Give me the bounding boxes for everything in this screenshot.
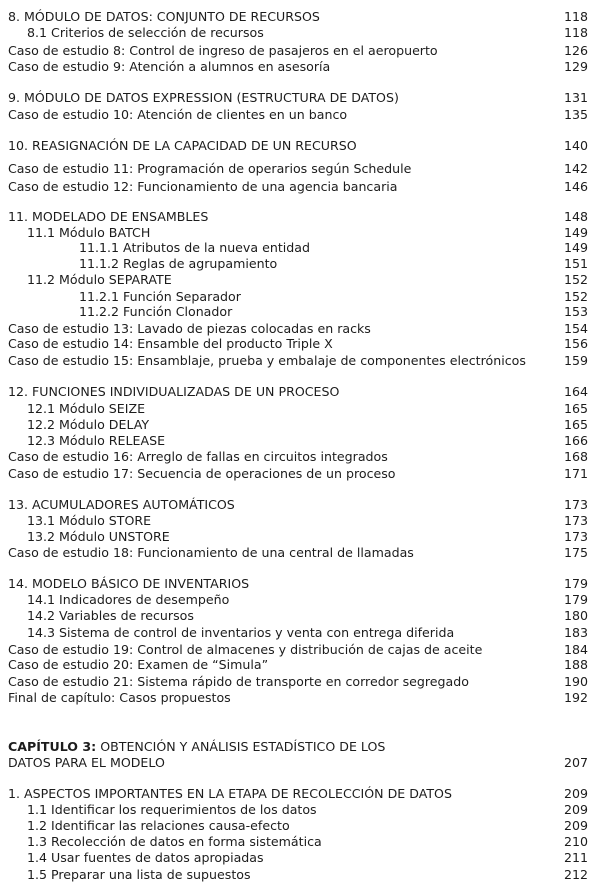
toc-page-number: 140 <box>564 138 589 153</box>
toc-entry <box>0 383 600 400</box>
toc-entry <box>0 833 600 850</box>
toc-page-number: 149 <box>564 240 589 255</box>
toc-entry-title: Caso de estudio 17: Secuencia de operaciones de un proceso <box>8 466 396 481</box>
toc-entry-title: Caso de estudio 19: Control de almacenes y distribución de cajas de aceite <box>8 642 483 657</box>
toc-entry-title: Caso de estudio 15: Ensamblaje, prueba y embalaje de componentes electrónicos <box>8 353 526 368</box>
toc-entry <box>0 448 600 465</box>
toc-page-number: 142 <box>564 161 589 176</box>
toc-entry-title: 11.2 Módulo SEPARATE <box>27 272 172 287</box>
toc-entry-title: Caso de estudio 18: Funcionamiento de una central de llamadas <box>8 545 414 560</box>
toc-page-number: 188 <box>564 657 589 672</box>
toc-entry-title: 14.2 Variables de recursos <box>27 608 194 623</box>
toc-entry <box>0 496 600 513</box>
toc-entry-title: 14.3 Sistema de control de inventarios y venta con entrega diferida <box>27 625 455 640</box>
toc-entry-title: 12.2 Módulo DELAY <box>27 417 150 432</box>
chapter-title: OBTENCIÓN Y ANÁLISIS ESTADÍSTICO DE LOS <box>100 739 386 754</box>
toc-entry <box>0 849 600 866</box>
toc-page-number: 207 <box>564 755 589 770</box>
toc-entry <box>0 42 600 59</box>
toc-entry-title: 11. MODELADO DE ENSAMBLES <box>8 209 209 224</box>
chapter-label: CAPÍTULO 3: <box>8 739 97 754</box>
toc-entry-title: 12.3 Módulo RELEASE <box>27 433 166 448</box>
toc-entry-title: Caso de estudio 20: Examen de “Simula” <box>8 657 269 672</box>
toc-page-number: 209 <box>564 802 589 817</box>
toc-entry <box>0 178 600 195</box>
toc-page-number: 212 <box>564 867 589 882</box>
toc-entry-title: 11.1 Módulo BATCH <box>27 225 151 240</box>
toc-entry-title: Caso de estudio 14: Ensamble del producto Triple X <box>8 336 333 351</box>
toc-page-number: 173 <box>564 513 589 528</box>
toc-entry-title: 11.2.1 Función Separador <box>79 289 241 304</box>
toc-page-number: 153 <box>564 304 589 319</box>
toc-entry-title: 11.1.2 Reglas de agrupamiento <box>79 256 278 271</box>
toc-entry-title: 8.1 Criterios de selección de recursos <box>27 25 264 40</box>
toc-entry <box>0 673 600 690</box>
toc-page-number: 166 <box>564 433 589 448</box>
toc-entry <box>0 89 600 106</box>
toc-entry <box>0 432 600 449</box>
toc-page-number: 154 <box>564 321 589 336</box>
toc-page-number: 210 <box>564 834 589 849</box>
toc-page-number: 168 <box>564 449 589 464</box>
toc-entry <box>0 24 600 41</box>
toc-entry-title: Caso de estudio 13: Lavado de piezas colocadas en racks <box>8 321 371 336</box>
toc-page-number: 126 <box>564 43 589 58</box>
toc-entry-title: 9. MÓDULO DE DATOS EXPRESSION (ESTRUCTURA DE DATOS) <box>8 90 399 105</box>
toc-entry-title: Caso de estudio 9: Atención a alumnos en asesoría <box>8 59 331 74</box>
toc-entry-title: Caso de estudio 12: Funcionamiento de una agencia bancaria <box>8 179 398 194</box>
toc-entry-title: Caso de estudio 11: Programación de operarios según Schedule <box>8 161 412 176</box>
toc-page-number: 129 <box>564 59 589 74</box>
toc-entry-title: 14. MODELO BÁSICO DE INVENTARIOS <box>8 576 250 591</box>
toc-entry <box>0 785 600 802</box>
toc-page-number: 175 <box>564 545 589 560</box>
toc-entry-title: DATOS PARA EL MODELO <box>8 755 165 770</box>
toc-entry <box>0 8 600 25</box>
toc-entry <box>0 137 600 154</box>
toc-page-number: 159 <box>564 353 589 368</box>
toc-page-number: 180 <box>564 608 589 623</box>
toc-entry-title: 1.1 Identificar los requerimientos de los datos <box>27 802 317 817</box>
toc-entry <box>0 160 600 177</box>
toc-page-number: 118 <box>564 9 589 24</box>
toc-entry <box>0 271 600 288</box>
toc-page-number: 152 <box>564 272 589 287</box>
toc-page-number: 135 <box>564 107 589 122</box>
toc-entry <box>0 689 600 706</box>
toc-entry-title: 1.5 Preparar una lista de supuestos <box>27 867 251 882</box>
toc-entry <box>0 416 600 433</box>
toc-entry <box>0 801 600 818</box>
toc-entry <box>0 866 600 883</box>
toc-page-number: 183 <box>564 625 589 640</box>
toc-entry-title: 1.2 Identificar las relaciones causa-efecto <box>27 818 290 833</box>
toc-page-number: 184 <box>564 642 589 657</box>
toc-page-number: 164 <box>564 384 589 399</box>
toc-entry-title: Caso de estudio 21: Sistema rápido de transporte en corredor segregado <box>8 674 469 689</box>
toc-entry-title: 10. REASIGNACIÓN DE LA CAPACIDAD DE UN RECURSO <box>8 138 357 153</box>
toc-entry <box>0 352 600 369</box>
toc-entry-title: Caso de estudio 10: Atención de clientes en un banco <box>8 107 348 122</box>
toc-entry <box>0 624 600 641</box>
toc-page-number: 118 <box>564 25 589 40</box>
toc-page-number: 149 <box>564 225 589 240</box>
toc-entry-title: 13.2 Módulo UNSTORE <box>27 529 170 544</box>
toc-page-number: 173 <box>564 497 589 512</box>
toc-entry-title: 1.4 Usar fuentes de datos apropiadas <box>27 850 264 865</box>
toc-entry <box>0 303 600 320</box>
toc-page-number: 165 <box>564 417 589 432</box>
toc-entry <box>0 656 600 673</box>
toc-entry-title: 12. FUNCIONES INDIVIDUALIZADAS DE UN PROCESO <box>8 384 340 399</box>
toc-entry-title: 11.2.2 Función Clonador <box>79 304 233 319</box>
toc-entry-title <box>8 738 556 755</box>
toc-page-number: 131 <box>564 90 589 105</box>
toc-entry-title: 13. ACUMULADORES AUTOMÁTICOS <box>8 497 235 512</box>
toc-page-number: 179 <box>564 576 589 591</box>
toc-page-number: 179 <box>564 592 589 607</box>
toc-entry <box>0 738 600 755</box>
toc-entry-title: 12.1 Módulo SEIZE <box>27 401 146 416</box>
toc-page-number: 173 <box>564 529 589 544</box>
toc-page-number: 151 <box>564 256 589 271</box>
toc-entry <box>0 255 600 272</box>
toc-entry <box>0 58 600 75</box>
toc-page-number: 211 <box>564 850 589 865</box>
toc-entry <box>0 544 600 561</box>
toc-entry-title: 11.1.1 Atributos de la nueva entidad <box>79 240 310 255</box>
toc-entry <box>0 512 600 529</box>
toc-entry-title: 1.3 Recolección de datos en forma sistemática <box>27 834 322 849</box>
toc-page-number: 171 <box>564 466 589 481</box>
toc-page-number: 165 <box>564 401 589 416</box>
toc-entry <box>0 239 600 256</box>
toc-entry <box>0 817 600 834</box>
toc-page-number: 148 <box>564 209 589 224</box>
toc-entry <box>0 400 600 417</box>
toc-entry <box>0 208 600 225</box>
toc-page-number: 146 <box>564 179 589 194</box>
toc-page-number: 209 <box>564 818 589 833</box>
toc-entry-title: Final de capítulo: Casos propuestos <box>8 690 231 705</box>
toc-entry-title: Caso de estudio 16: Arreglo de fallas en circuitos integrados <box>8 449 388 464</box>
toc-entry <box>0 591 600 608</box>
toc-entry-title: 13.1 Módulo STORE <box>27 513 152 528</box>
toc-entry <box>0 575 600 592</box>
toc-entry <box>0 465 600 482</box>
toc-entry <box>0 607 600 624</box>
toc-page-number: 209 <box>564 786 589 801</box>
toc-entry <box>0 754 600 771</box>
toc-entry <box>0 335 600 352</box>
toc-entry-title: 8. MÓDULO DE DATOS: CONJUNTO DE RECURSOS <box>8 9 320 24</box>
toc-page-number: 156 <box>564 336 589 351</box>
toc-page-number: 152 <box>564 289 589 304</box>
toc-entry-title: Caso de estudio 8: Control de ingreso de pasajeros en el aeropuerto <box>8 43 438 58</box>
toc-entry-title: 1. ASPECTOS IMPORTANTES EN LA ETAPA DE RECOLECCIÓN DE DATOS <box>8 786 452 801</box>
toc-page-number: 190 <box>564 674 589 689</box>
toc-entry <box>0 528 600 545</box>
toc-entry-title: 14.1 Indicadores de desempeño <box>27 592 230 607</box>
toc-entry <box>0 106 600 123</box>
toc-page-number: 192 <box>564 690 589 705</box>
